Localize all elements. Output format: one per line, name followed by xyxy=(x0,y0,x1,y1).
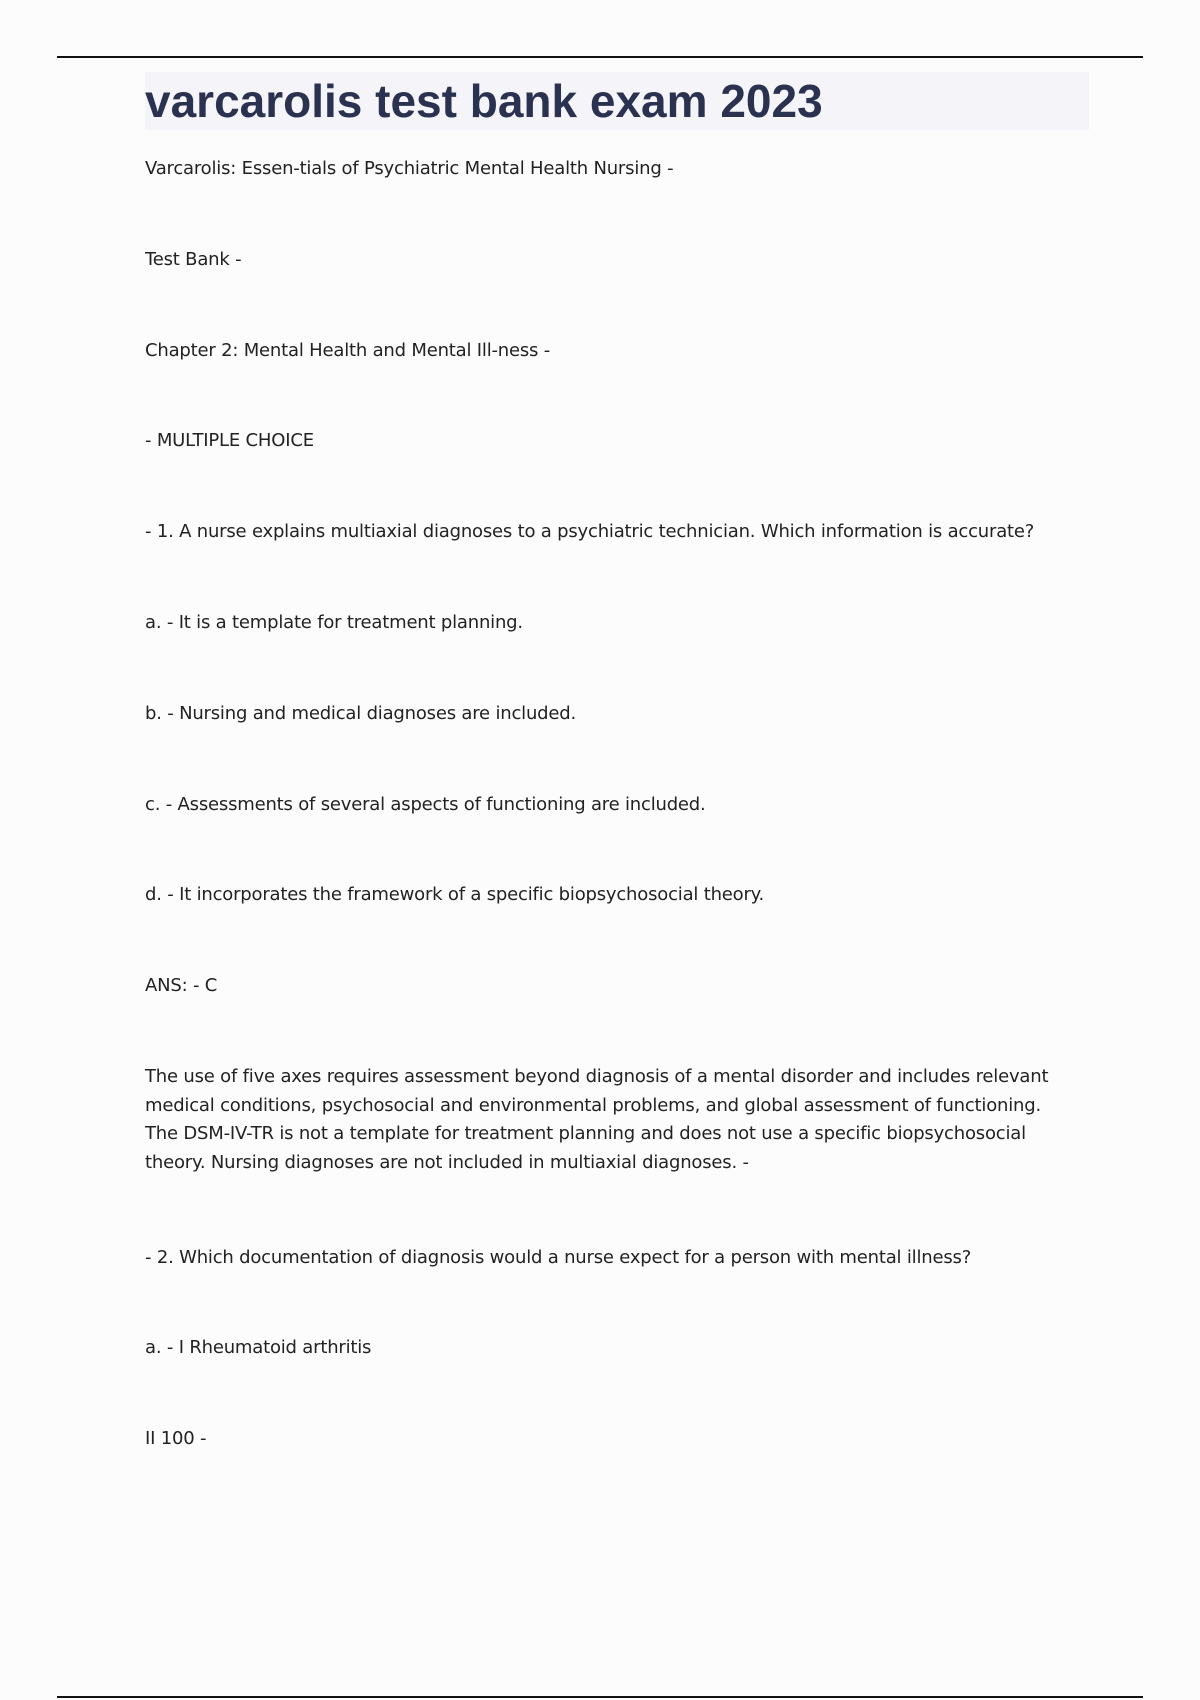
question-1-answer: ANS: - C xyxy=(145,975,218,996)
rationale-line: The use of five axes requires assessment beyond diagnosis of a mental disorder and includes relevant xyxy=(145,1066,1049,1087)
question-2: - 2. Which documentation of diagnosis would a nurse expect for a person with mental illness? xyxy=(145,1247,972,1268)
document-title: varcarolis test bank exam 2023 xyxy=(145,75,823,127)
question-1: - 1. A nurse explains multiaxial diagnoses to a psychiatric technician. Which information is accurate? xyxy=(145,521,1035,542)
rationale-line: The DSM-IV-TR is not a template for treatment planning and does not use a specific biopsychosocial xyxy=(145,1123,1026,1144)
chapter-line: Chapter 2: Mental Health and Mental Ill-ness - xyxy=(145,340,551,361)
bottom-rule xyxy=(57,1696,1143,1698)
question-2-option-a: a. - I Rheumatoid arthritis xyxy=(145,1337,372,1358)
test-bank-line: Test Bank - xyxy=(145,249,242,270)
top-rule xyxy=(57,56,1143,58)
section-heading: - MULTIPLE CHOICE xyxy=(145,430,314,451)
question-1-option-c: c. - Assessments of several aspects of functioning are included. xyxy=(145,794,706,815)
rationale-line: theory. Nursing diagnoses are not included in multiaxial diagnoses. - xyxy=(145,1151,749,1173)
question-1-rationale xyxy=(145,1063,1065,1177)
question-1-option-d: d. - It incorporates the framework of a specific biopsychosocial theory. xyxy=(145,884,765,905)
rationale-line: medical conditions, psychosocial and environmental problems, and global assessment of functioning. xyxy=(145,1094,1041,1116)
question-2-option-a-continued: II 100 - xyxy=(145,1428,207,1449)
question-1-option-b: b. - Nursing and medical diagnoses are included. xyxy=(145,703,577,724)
book-title-line: Varcarolis: Essen-tials of Psychiatric Mental Health Nursing - xyxy=(145,158,674,179)
question-1-option-a: a. - It is a template for treatment planning. xyxy=(145,612,523,633)
